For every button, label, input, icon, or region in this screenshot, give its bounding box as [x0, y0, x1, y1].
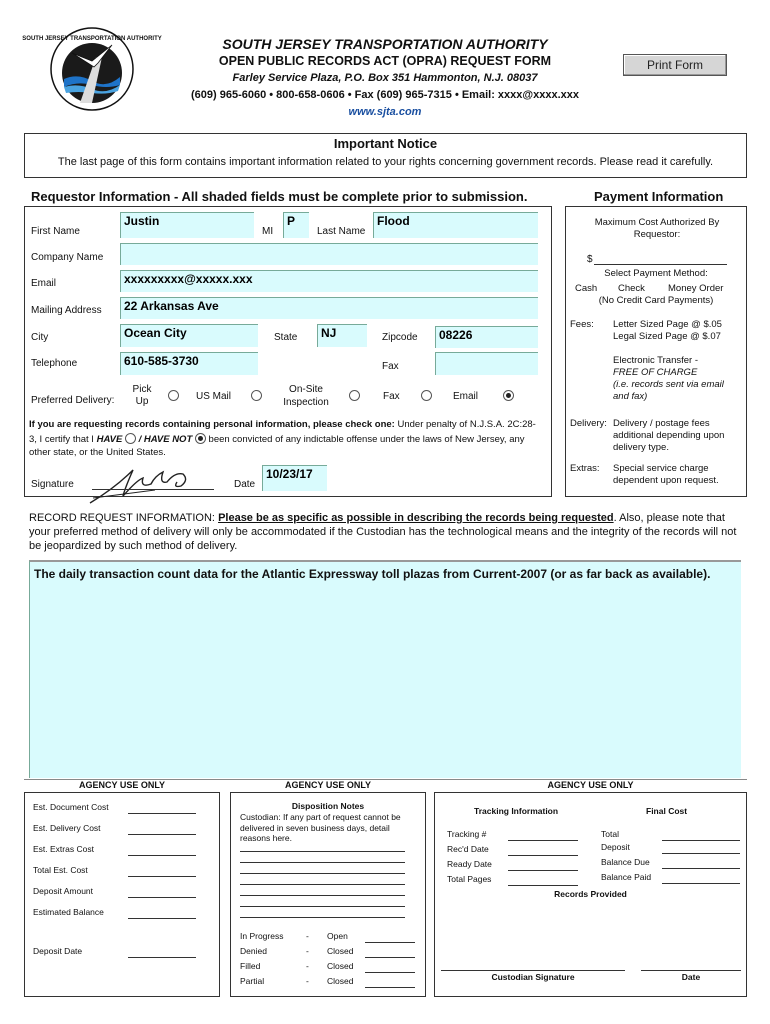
- personal-info-text: If you are requesting records containing personal information, please check one: Under penalty of N.J.S.A. 2C:28-3, I certify that I HAVE / HAVE NOT been convicted of any indictable offense under the laws of New Jersey, any other state, or the United States.: [29, 419, 536, 458]
- estimated-balance-label: Estimated Balance: [33, 907, 104, 917]
- record-request-textarea[interactable]: [29, 560, 741, 778]
- status-filled: Filled: [240, 961, 261, 971]
- notice-text: The last page of this form contains important information related to your rights concerning government records. Please read it carefully.: [57, 156, 714, 168]
- telephone-field[interactable]: 610-585-3730: [120, 352, 258, 375]
- fax-label: Fax: [382, 361, 399, 372]
- estimated-balance-line[interactable]: [128, 918, 196, 919]
- est-delivery-cost-label: Est. Delivery Cost: [33, 823, 101, 833]
- have-not-radio[interactable]: [195, 433, 206, 444]
- est-extras-cost-label: Est. Extras Cost: [33, 844, 94, 854]
- deposit-amount-label: Deposit Amount: [33, 886, 94, 896]
- fax-field[interactable]: [435, 352, 538, 375]
- deposit-date-label: Deposit Date: [33, 946, 83, 956]
- fee-letter: Letter Sized Page @ $.05: [613, 319, 722, 330]
- max-cost-text: Maximum Cost Authorized By Requestor:: [594, 217, 720, 240]
- zip-label: Zipcode: [382, 332, 418, 343]
- balance-due-line[interactable]: [662, 868, 740, 869]
- free-note: (i.e. records sent via email and fax): [613, 379, 724, 402]
- est-document-cost-line[interactable]: [128, 813, 196, 814]
- method-money-order[interactable]: Money Order: [668, 283, 724, 294]
- dollar-sign: $: [587, 254, 593, 265]
- company-field[interactable]: [120, 243, 538, 265]
- disposition-title: Disposition Notes: [291, 801, 365, 811]
- pickup-label: Pick Up: [132, 384, 152, 407]
- tracking-title: Tracking Information: [474, 806, 559, 816]
- disposition-line-5[interactable]: [240, 895, 405, 896]
- record-request-instructions: RECORD REQUEST INFORMATION: Please be as specific as possible in describing the records being requested. Also, please note that your preferred method of delivery will only be accommodated if the Custodian has the technological means and the integrity of the records will not be jeopardized by such method of delivery.: [29, 512, 737, 552]
- website[interactable]: www.sjta.com: [348, 106, 422, 118]
- logo-text: SOUTH JERSEY TRANSPORTATION AUTHORITY: [22, 36, 162, 42]
- agency-header-2: AGENCY USE ONLY: [284, 780, 372, 790]
- final-total-label: Total: [601, 829, 619, 839]
- disposition-line-6[interactable]: [240, 906, 405, 907]
- final-deposit-line[interactable]: [662, 853, 740, 854]
- balance-paid-label: Balance Paid: [601, 872, 652, 882]
- record-request-text: The daily transaction count data for the Atlantic Expressway toll plazas from Current-2007 (or as far back as available).: [34, 567, 711, 581]
- address: Farley Service Plaza, P.O. Box 351 Hammonton, N.J. 08037: [232, 72, 538, 84]
- est-extras-cost-line[interactable]: [128, 855, 196, 856]
- total-pages-line[interactable]: [508, 885, 578, 886]
- date-field[interactable]: 10/23/17: [262, 465, 327, 491]
- email-option-label: Email: [453, 391, 479, 402]
- email-label: Email: [31, 278, 57, 289]
- payment-heading: Payment Information: [594, 189, 724, 204]
- onsite-label: On-Site Inspection: [283, 384, 329, 408]
- mi-label: MI: [262, 226, 274, 237]
- status-closed-3: Closed: [327, 976, 354, 986]
- custodian-signature-label: Custodian Signature: [491, 972, 575, 982]
- company-label: Company Name: [31, 252, 104, 263]
- notice-title: Important Notice: [333, 136, 438, 151]
- org-name: SOUTH JERSEY TRANSPORTATION AUTHORITY: [222, 36, 548, 52]
- status-closed-1: Closed: [327, 946, 354, 956]
- status-closed-line-1[interactable]: [365, 957, 415, 958]
- first-name-field[interactable]: Justin: [120, 212, 254, 238]
- mailing-label: Mailing Address: [31, 305, 102, 316]
- date-label: Date: [234, 479, 256, 490]
- total-est-cost-label: Total Est. Cost: [33, 865, 88, 875]
- method-cash[interactable]: Cash: [575, 283, 598, 294]
- disposition-line-4[interactable]: [240, 884, 405, 885]
- last-name-label: Last Name: [317, 226, 366, 237]
- mailing-field[interactable]: 22 Arkansas Ave: [120, 297, 538, 319]
- notice-box: [24, 133, 747, 178]
- first-name-label: First Name: [31, 226, 80, 237]
- state-field[interactable]: NJ: [317, 324, 367, 347]
- tracking-number-line[interactable]: [508, 840, 578, 841]
- usmail-label: US Mail: [196, 391, 232, 402]
- est-delivery-cost-line[interactable]: [128, 834, 196, 835]
- status-in-progress: In Progress: [240, 931, 284, 941]
- recd-date-line[interactable]: [508, 855, 578, 856]
- status-closed-2: Closed: [327, 961, 354, 971]
- city-label: City: [31, 332, 49, 343]
- fax-radio[interactable]: [421, 390, 432, 401]
- last-name-field[interactable]: Flood: [373, 212, 538, 238]
- custodian-date-label: Date: [681, 972, 701, 982]
- balance-paid-line[interactable]: [662, 883, 740, 884]
- fees-label: Fees:: [570, 319, 594, 330]
- disposition-line-2[interactable]: [240, 862, 405, 863]
- form-title: OPEN PUBLIC RECORDS ACT (OPRA) REQUEST FORM: [218, 54, 552, 68]
- status-partial: Partial: [240, 976, 265, 986]
- free-of-charge: FREE OF CHARGE: [613, 367, 698, 378]
- disposition-line-7[interactable]: [240, 917, 405, 918]
- disposition-text: Custodian: If any part of request cannot be delivered in seven business days, detail reasons here.: [240, 812, 401, 843]
- total-est-cost-line[interactable]: [128, 876, 196, 877]
- city-field[interactable]: Ocean City: [120, 324, 258, 347]
- balance-due-label: Balance Due: [601, 857, 650, 867]
- email-radio[interactable]: [503, 390, 514, 401]
- final-cost-title: Final Cost: [646, 806, 688, 816]
- have-radio[interactable]: [125, 433, 136, 444]
- fee-legal: Legal Sized Page @ $.07: [613, 331, 721, 342]
- status-open: Open: [327, 931, 348, 941]
- delivery-label: Delivery:: [570, 418, 607, 429]
- signature-label: Signature: [31, 479, 74, 490]
- electronic-transfer: Electronic Transfer -: [613, 355, 698, 366]
- extras-text: Special service charge dependent upon request.: [613, 463, 719, 486]
- ready-date-line[interactable]: [508, 870, 578, 871]
- records-provided-label: Records Provided: [554, 889, 627, 899]
- extras-label: Extras:: [570, 463, 600, 474]
- select-method-label: Select Payment Method:: [604, 268, 708, 279]
- final-total-line[interactable]: [662, 840, 740, 841]
- requestor-heading: Requestor Information - All shaded fields must be complete prior to submission.: [31, 189, 528, 204]
- ready-date-label: Ready Date: [447, 859, 492, 869]
- usmail-radio[interactable]: [251, 390, 262, 401]
- max-cost-line[interactable]: [594, 264, 727, 265]
- disposition-line-3[interactable]: [240, 873, 405, 874]
- state-label: State: [274, 332, 298, 343]
- method-check[interactable]: Check: [618, 283, 645, 294]
- telephone-label: Telephone: [31, 358, 78, 369]
- custodian-signature-line[interactable]: [441, 970, 625, 971]
- status-open-line[interactable]: [365, 942, 415, 943]
- print-form-button[interactable]: Print Form: [623, 54, 727, 76]
- agency-header-3: AGENCY USE ONLY: [547, 780, 634, 790]
- total-pages-label: Total Pages: [447, 874, 492, 884]
- sjta-logo: [22, 27, 162, 111]
- deposit-amount-line[interactable]: [128, 897, 196, 898]
- delivery-text: Delivery / postage fees additional depending upon delivery type.: [613, 418, 725, 453]
- preferred-delivery-label: Preferred Delivery:: [31, 395, 115, 406]
- tracking-number-label: Tracking #: [447, 829, 487, 839]
- email-field[interactable]: xxxxxxxxx@xxxxx.xxx: [120, 270, 538, 292]
- disposition-line-1[interactable]: [240, 851, 405, 852]
- custodian-date-line[interactable]: [641, 970, 741, 971]
- no-credit-note: (No Credit Card Payments): [598, 295, 714, 306]
- onsite-radio[interactable]: [349, 390, 360, 401]
- pickup-radio[interactable]: [168, 390, 179, 401]
- agency-header-1: AGENCY USE ONLY: [78, 780, 166, 790]
- zip-field[interactable]: 08226: [435, 326, 538, 348]
- recd-date-label: Rec'd Date: [447, 844, 489, 854]
- contact-line: (609) 965-6060 • 800-658-0606 • Fax (609) 965-7315 • Email: xxxx@xxxx.xxx: [191, 89, 579, 101]
- final-deposit-label: Deposit: [601, 842, 630, 852]
- fax-option-label: Fax: [383, 391, 400, 402]
- est-document-cost-label: Est. Document Cost: [33, 802, 109, 812]
- mi-field[interactable]: P: [283, 212, 309, 238]
- status-denied: Denied: [240, 946, 267, 956]
- status-closed-line-3[interactable]: [365, 987, 415, 988]
- signature-drawing: [85, 458, 205, 508]
- status-closed-line-2[interactable]: [365, 972, 415, 973]
- deposit-date-line[interactable]: [128, 957, 196, 958]
